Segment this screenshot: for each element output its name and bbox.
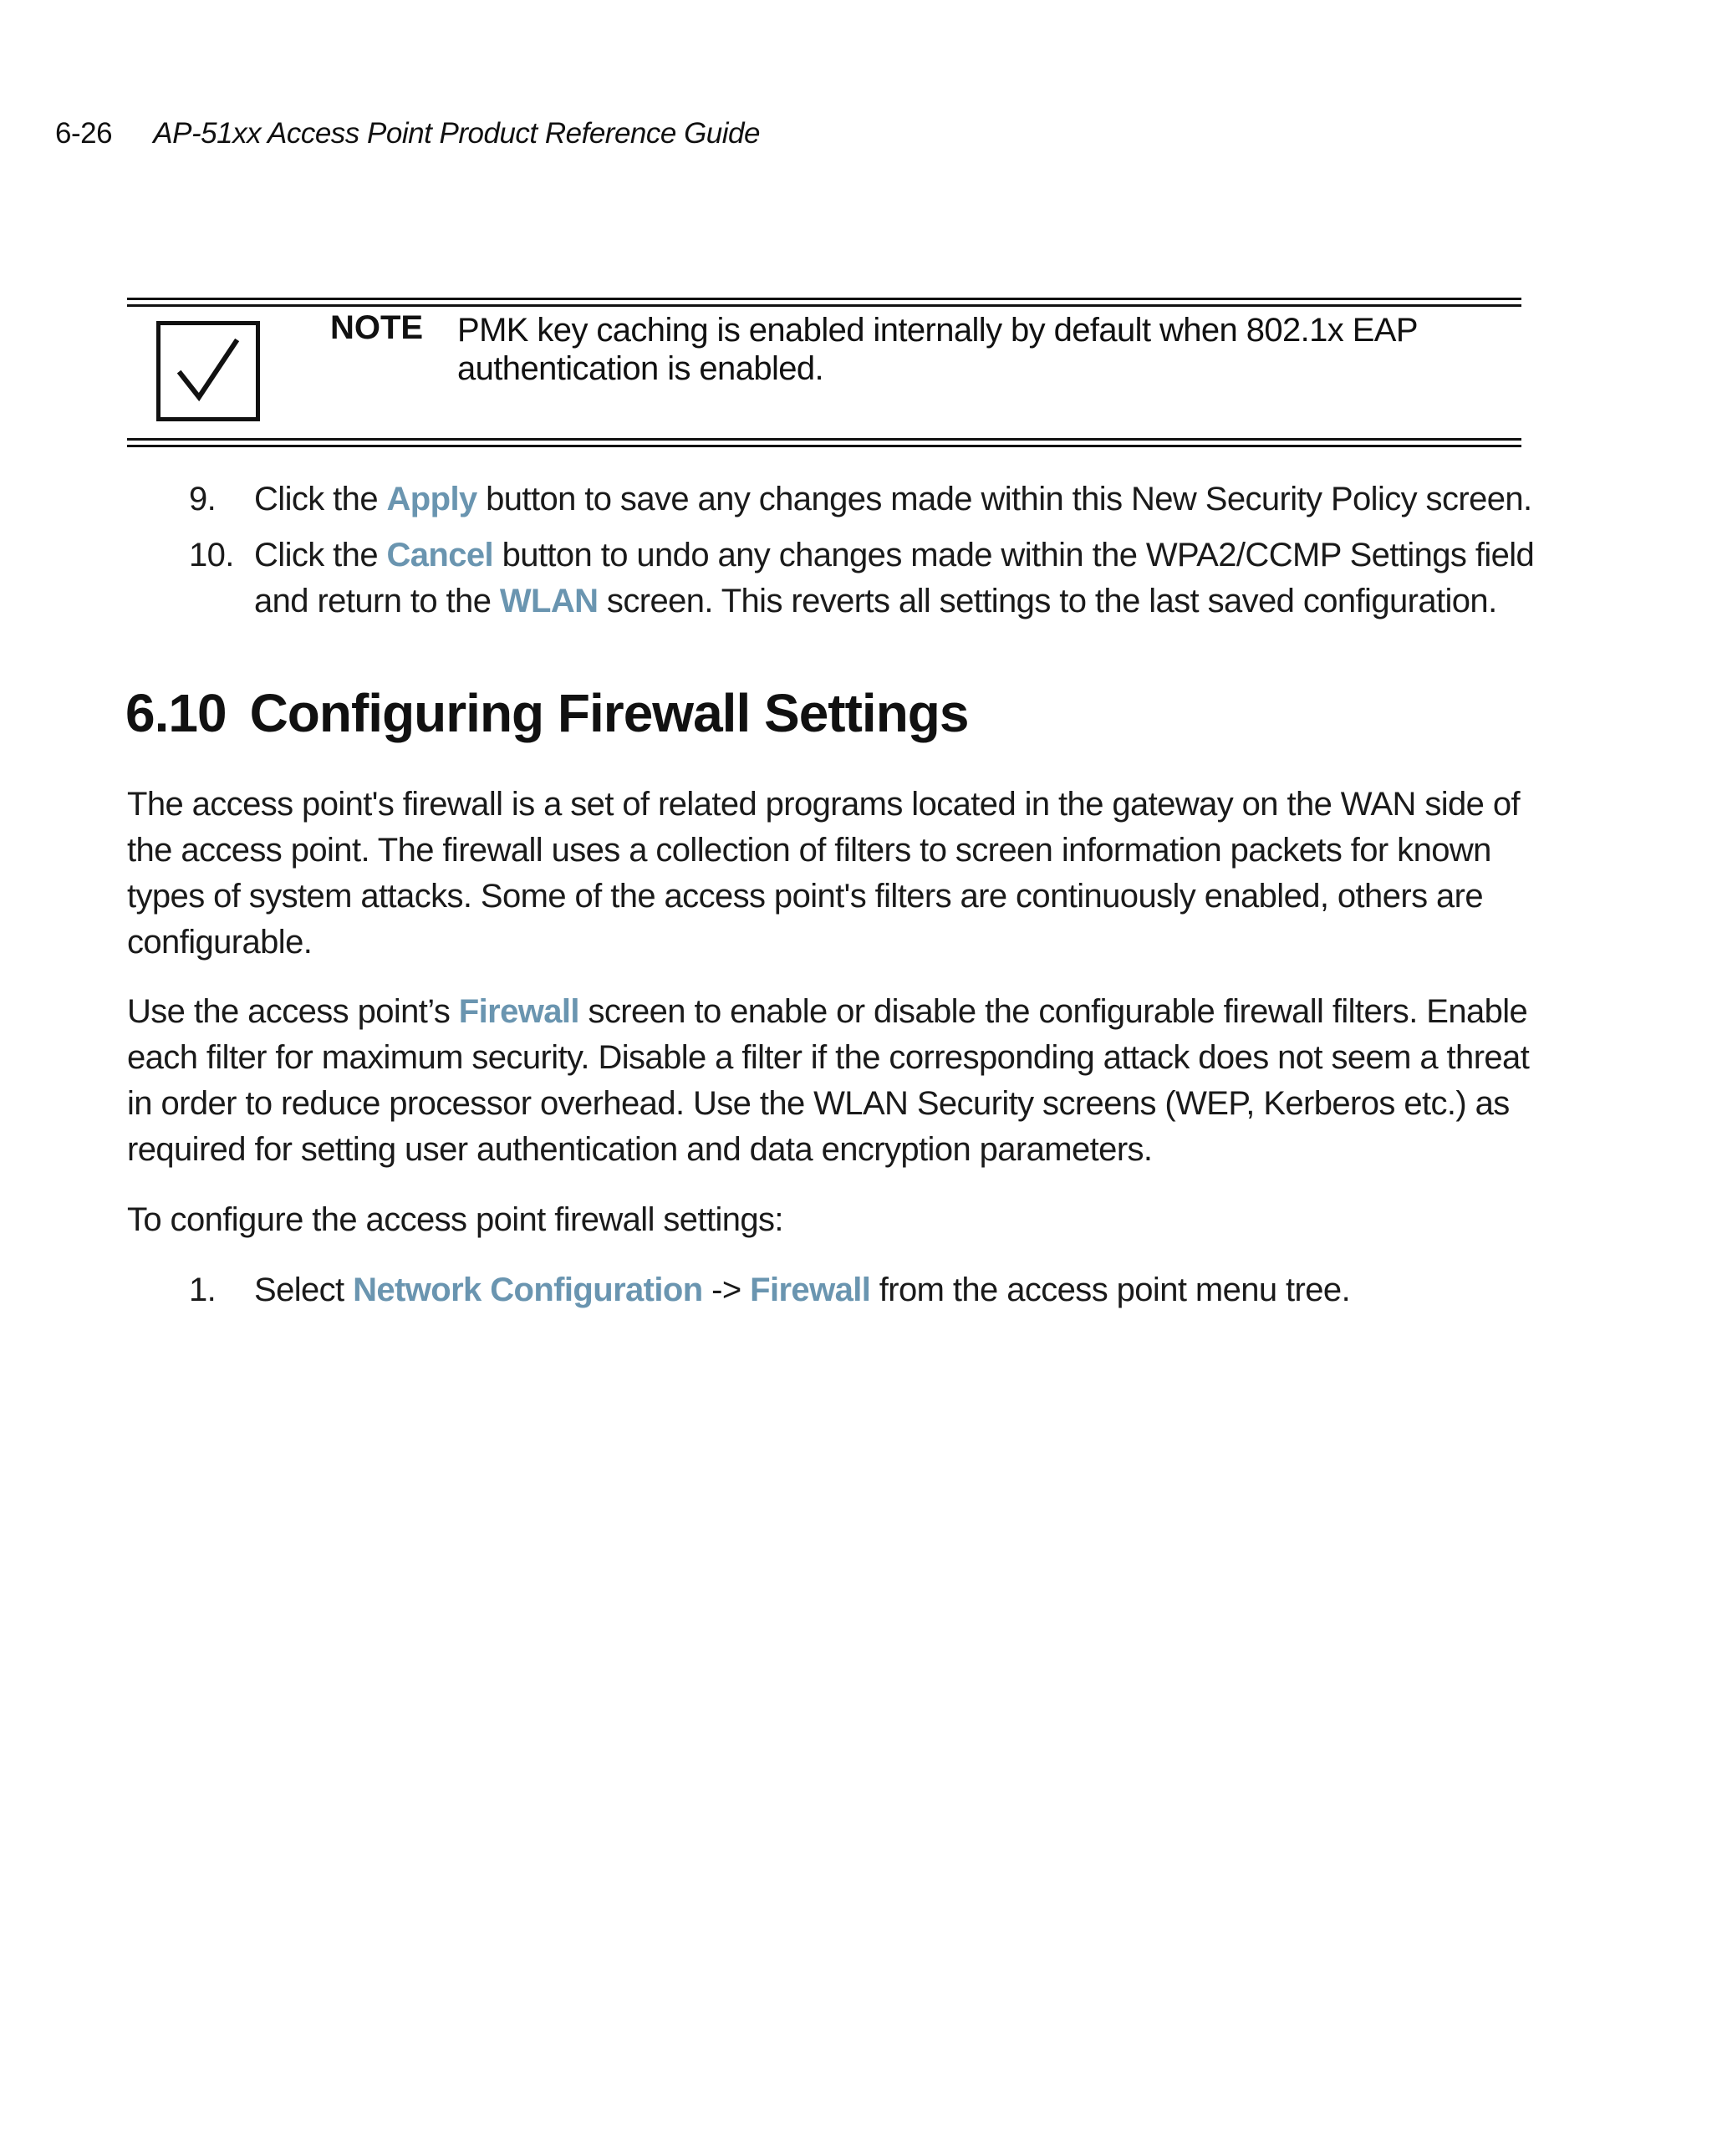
paragraph-text: Use the access point’s [127, 993, 459, 1030]
step-item [184, 533, 1538, 624]
page-number: 6-26 [55, 117, 113, 150]
firewall-keyword: Firewall [458, 993, 579, 1030]
checkmark-icon [156, 321, 260, 421]
network-configuration-keyword: Network Configuration [353, 1272, 703, 1308]
step-text: -> [702, 1272, 751, 1308]
step-text: button to save any changes made within this New Security Policy screen. [476, 481, 1532, 517]
note-label: NOTE [330, 309, 424, 346]
step-number: 9. [189, 481, 217, 517]
section-heading [125, 682, 968, 744]
note-text: PMK key caching is enabled internally by default when 802.1x EAP authentication is enabled. [457, 312, 1418, 387]
steps-list-bottom [184, 1267, 1538, 1323]
guide-title: AP-51xx Access Point Product Reference Guide [153, 117, 760, 150]
note-box [127, 298, 1521, 448]
firewall-keyword: Firewall [750, 1272, 871, 1308]
step-text: Click the [254, 481, 387, 517]
step-number: 1. [189, 1272, 217, 1308]
paragraph-firewall-intro: The access point's firewall is a set of related programs located in the gateway on the WAN side of the access point. The firewall uses a collection of filters to screen information packets for known types of system attacks. Some of the access point's filters are continuously enabled, others are configurable. [127, 786, 1520, 961]
note-top-rule [127, 298, 1521, 307]
step-item [184, 477, 1538, 522]
step-item [184, 1267, 1538, 1313]
paragraph-firewall-usage [127, 989, 1531, 1173]
section-number: 6.10 [125, 683, 227, 743]
step-text: button to undo any changes made within the WPA2/CCMP Settings field and return to the [254, 537, 1535, 619]
step-text: Click the [254, 537, 387, 573]
paragraph-text: screen to enable or disable the configurable firewall filters. Enable each filter for maximum security. Disable a filter if the corresponding attack does not seem a threat in order to reduce processor overhead. Use the WLAN Security screens (WEP, Kerberos etc.) as required for setting user authentication and data encryption parameters. [127, 993, 1530, 1168]
step-text: from the access point menu tree. [870, 1272, 1351, 1308]
step-text: Select [254, 1272, 354, 1308]
step-text: screen. This reverts all settings to the last saved configuration. [598, 583, 1497, 619]
wlan-keyword: WLAN [499, 583, 599, 619]
step-number: 10. [189, 537, 234, 573]
apply-keyword: Apply [386, 481, 477, 517]
page-header [55, 117, 760, 150]
steps-list-top [184, 477, 1538, 635]
cancel-keyword: Cancel [386, 537, 494, 573]
note-bottom-rule [127, 438, 1521, 447]
paragraph-configure-intro: To configure the access point firewall settings: [127, 1201, 783, 1238]
section-title: Configuring Firewall Settings [249, 683, 969, 743]
